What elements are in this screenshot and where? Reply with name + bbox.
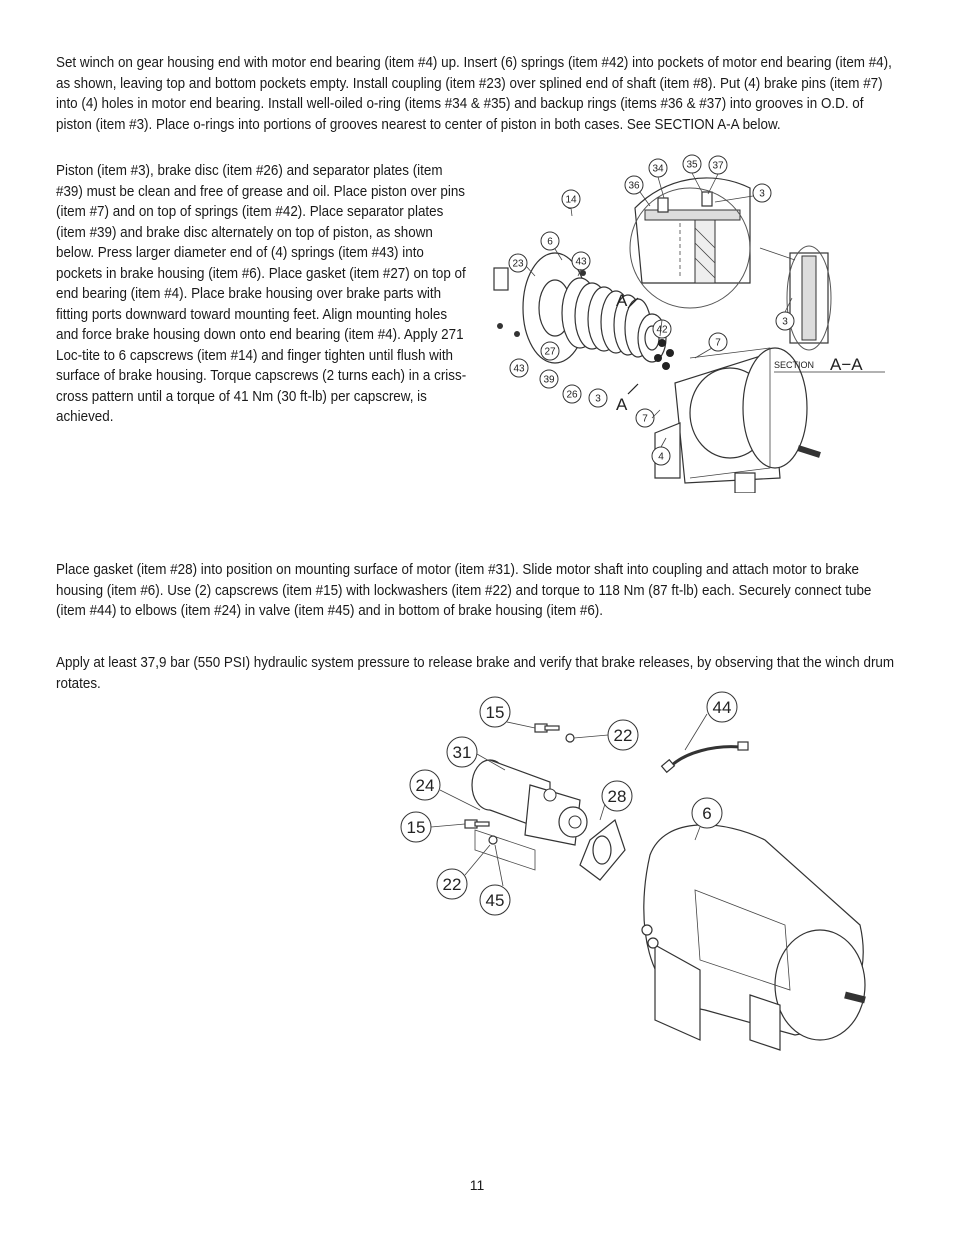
section-marker-bottom (616, 384, 638, 414)
callout-15-top (480, 697, 510, 727)
callout-3-mid (589, 389, 607, 407)
svg-text:15: 15 (485, 703, 505, 722)
section-letter-bottom: A (616, 395, 628, 414)
section-letter-top: A (616, 291, 628, 310)
svg-text:42: 42 (656, 324, 668, 336)
callout-27 (541, 342, 559, 360)
svg-text:27: 27 (544, 346, 556, 358)
svg-text:14: 14 (565, 194, 577, 206)
callout-35 (683, 155, 701, 173)
svg-text:43: 43 (575, 256, 587, 268)
svg-text:43: 43 (513, 363, 525, 375)
svg-text:22: 22 (613, 726, 633, 745)
section-view-b (760, 246, 831, 350)
callout-34 (649, 159, 667, 177)
callout-43-bottom (510, 359, 528, 377)
svg-text:3: 3 (595, 393, 601, 405)
callout-23 (509, 254, 527, 272)
svg-text:35: 35 (686, 159, 698, 171)
callout-22-bottom (437, 869, 467, 899)
svg-text:34: 34 (652, 163, 664, 175)
winch-housing-part (642, 825, 865, 1050)
callout-36 (625, 176, 643, 194)
svg-text:6: 6 (702, 804, 712, 823)
motor-part (472, 760, 587, 845)
callout-45 (480, 885, 510, 915)
tube-part (662, 742, 748, 772)
callout-44 (707, 692, 737, 722)
svg-text:3: 3 (782, 316, 788, 328)
section-caption-name: A−A (830, 355, 863, 374)
callout-22-top (608, 720, 638, 750)
callout-14 (562, 190, 580, 208)
svg-text:6: 6 (547, 236, 553, 248)
instruction-paragraph-3: Place gasket (item #28) into position on mounting surface of motor (item #31). Slide motor shaft into coupling and attach motor to brake housing (item #6). Use (2) capscrews (item #15) with lockwashers (item #22) and torque to 118 Nm (87 ft-lb) each. Securely connect tube (item #44) to elbows (item #24) in valve (item #45) and in bottom of brake housing (item #6). (56, 562, 872, 619)
instruction-paragraph-4: Apply at least 37,9 bar (550 PSI) hydraulic system pressure to release brake and verify that brake releases, by observing that the winch drum rotates. (56, 655, 895, 692)
svg-text:3: 3 (759, 188, 765, 200)
instruction-paragraph-1: Set winch on gear housing end with motor end bearing (item #4) up. Insert (6) springs (item #42) into pockets of motor end bearing (item #4), as shown, leaving top and bottom pockets empty. Install coupling (item #23) over splined end of shaft (item #8). Put (4) brake pins (item #7) into (4) holes in motor end bearing. Install well-oiled o-ring (items #34 & #35) and backup rings (items #36 & #37) into grooves in O.D. of piston (item #3). Place o-rings into portions of grooves nearest to center of piston in both cases. See SECTION A-A below. (56, 55, 892, 133)
callout-6 (541, 232, 559, 250)
svg-text:23: 23 (512, 258, 524, 270)
brake-assembly-diagram (480, 148, 900, 493)
mounting-plate-part (475, 830, 535, 870)
callout-3-section (776, 312, 794, 330)
callout-24 (410, 770, 440, 800)
svg-text:4: 4 (658, 451, 664, 463)
callout-4 (652, 447, 670, 465)
svg-text:28: 28 (607, 787, 627, 806)
svg-text:24: 24 (415, 776, 435, 795)
svg-text:37: 37 (712, 160, 724, 172)
callout-7-bottom (636, 409, 654, 427)
svg-text:15: 15 (406, 818, 426, 837)
gasket-part (580, 820, 625, 880)
page-number: 11 (469, 1177, 485, 1193)
svg-text:31: 31 (452, 743, 472, 762)
callout-28 (602, 781, 632, 811)
callout-37 (709, 156, 727, 174)
svg-text:7: 7 (715, 337, 721, 349)
callout-26 (563, 385, 581, 403)
capscrew-top (535, 724, 574, 742)
svg-text:22: 22 (442, 875, 462, 894)
svg-text:39: 39 (543, 374, 555, 386)
motor-assembly-diagram (395, 690, 895, 1060)
instruction-paragraph-2: Piston (item #3), brake disc (item #26) and separator plates (item #39) must be clean and free of grease and oil. Place piston over pins (item #7) and on top of springs (item #42). Place separator plates (item #39) and brake disc alternately on top of piston, as shown below. Press larger diameter end of (4) springs (item #43) into pockets in brake housing (item #6). Place gasket (item #27) on top of end bearing (item #4). Place brake housing over brake parts with fitting ports downward toward mounting feet. Align mounting holes and force brake housing down onto end bearing (item #4). Apply 271 Loc-tite to 6 capscrews (item #14) and finger tighten until flush with surface of brake housing. Torque capscrews (2 turns each) in a criss-cross pattern until a torque of 41 Nm (30 ft-lb) per capscrew, is achieved. (56, 163, 467, 425)
section-caption-prefix: SECTION (774, 360, 815, 370)
callout-15-bottom (401, 812, 431, 842)
callout-3-top (753, 184, 771, 202)
svg-text:45: 45 (485, 891, 505, 910)
callout-6 (692, 798, 722, 828)
callout-39 (540, 370, 558, 388)
svg-text:7: 7 (642, 413, 648, 425)
callout-43-top (572, 252, 590, 270)
svg-text:36: 36 (628, 180, 640, 192)
callout-31 (447, 737, 477, 767)
section-detail-view (630, 178, 750, 308)
svg-text:26: 26 (566, 389, 578, 401)
svg-text:44: 44 (712, 698, 732, 717)
